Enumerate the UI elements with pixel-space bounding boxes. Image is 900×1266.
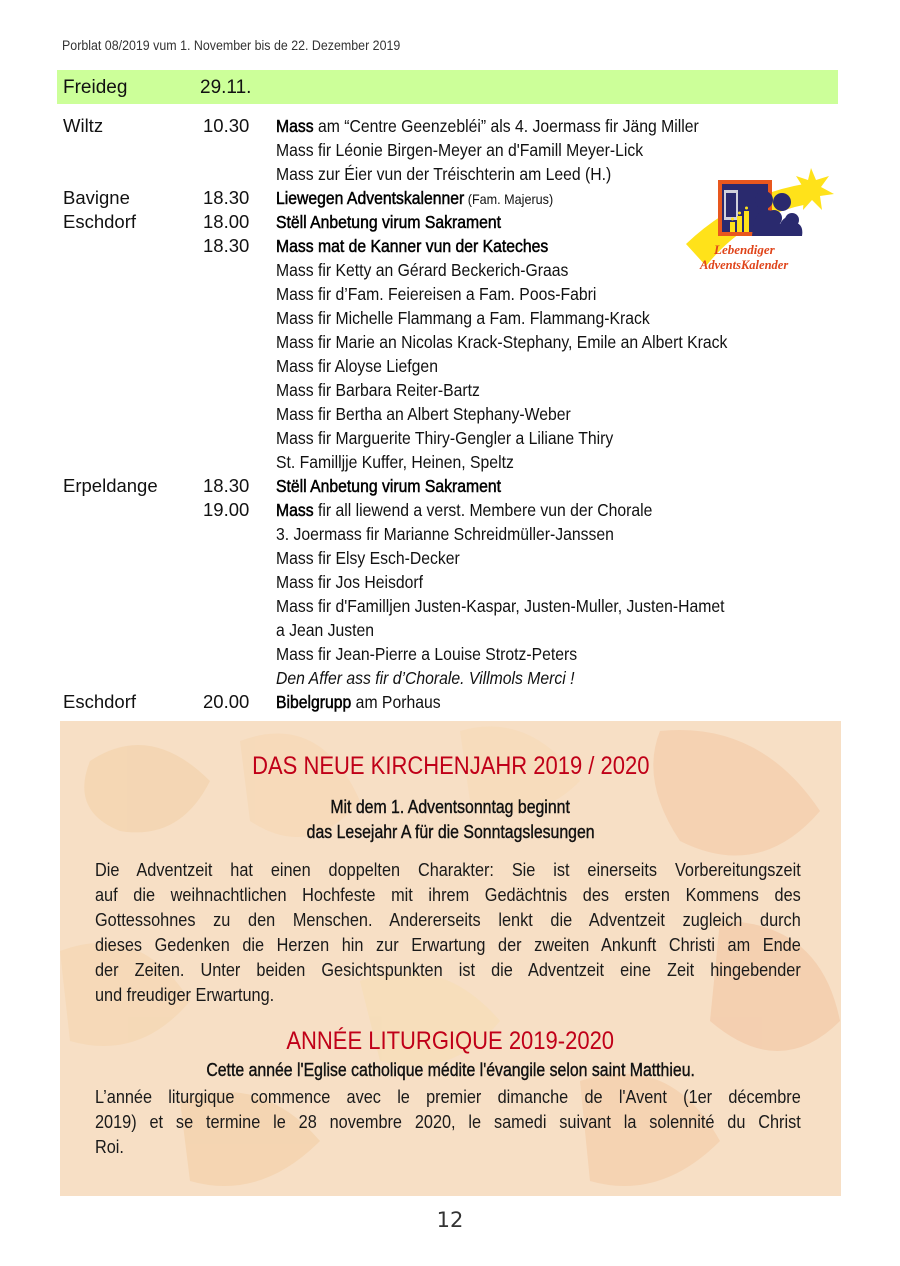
location: Eschdorf <box>63 691 137 712</box>
description <box>276 524 614 545</box>
description <box>276 380 480 401</box>
description <box>276 452 514 473</box>
description-text: Mass fir Michelle Flammang a Fam. Flammang-Krack <box>276 308 650 328</box>
schedule-row <box>0 522 900 546</box>
schedule-row <box>0 138 900 162</box>
paragraph-line: und freudiger Erwartung. <box>95 984 275 1005</box>
description-text: Mass fir Marguerite Thiry-Gengler a Liliane Thiry <box>276 428 614 448</box>
logo-text-2: AdventsKalender <box>700 258 789 272</box>
location: Bavigne <box>63 187 130 208</box>
paragraph-fr <box>95 1084 801 1159</box>
description <box>276 356 438 377</box>
location: Wiltz <box>63 115 104 136</box>
description-text: a Jean Justen <box>276 620 375 640</box>
schedule-row <box>0 498 900 522</box>
description <box>276 260 568 281</box>
description-bold: Mass mat de Kanner vun der Kateches <box>276 236 549 256</box>
description-text: Mass fir Marie an Nicolas Krack-Stephany, Emile an Albert Krack <box>276 332 728 352</box>
advents-kalender-logo <box>686 166 836 276</box>
description-bold: Stëll Anbetung virum Sakrament <box>276 212 501 232</box>
location: Erpeldange <box>63 475 158 496</box>
description <box>276 668 574 689</box>
description-text: Mass fir Léonie Birgen-Meyer an d'Famill Meyer-Lick <box>276 140 644 160</box>
description-bold: Liewegen Adventskalenner <box>276 188 465 208</box>
description <box>276 644 577 665</box>
description <box>276 476 501 497</box>
schedule-row <box>0 474 900 498</box>
description-text: Mass fir Aloyse Liefgen <box>276 356 438 376</box>
description-bold: Mass <box>276 116 314 136</box>
title-de: DAS NEUE KIRCHENJAHR 2019 / 2020 <box>251 752 650 780</box>
description-text: Mass zur Éier vun der Tréischterin am Leed (H.) <box>276 164 612 184</box>
description <box>276 620 374 641</box>
paragraph-line: auf die weihnachtlichen Hochfeste mit ihrem Gedächtnis des ersten Kommens des <box>95 884 801 905</box>
day-name: Freideg <box>63 77 128 98</box>
description <box>276 596 725 617</box>
schedule-row <box>0 354 900 378</box>
description-text: am “Centre Geenzebléi” als 4. Joermass fir Jäng Miller <box>313 116 699 136</box>
description <box>276 140 643 161</box>
description <box>276 692 441 713</box>
description-text: Mass fir Jean-Pierre a Louise Strotz-Peters <box>276 644 578 664</box>
day-band <box>57 70 838 104</box>
paragraph-line: der Zeiten. Unter beiden Gesichtspunkten ist die Adventzeit eine Zeit hingebender <box>95 959 801 980</box>
description-text: am Porhaus <box>351 692 441 712</box>
description <box>276 308 650 329</box>
description-text: 3. Joermass fir Marianne Schreidmüller-Janssen <box>276 524 614 544</box>
description-text: fir all liewend a verst. Membere vun der Chorale <box>313 500 653 520</box>
day-date: 29.11. <box>200 77 252 98</box>
schedule-row <box>0 378 900 402</box>
description-text: Mass fir Jos Heisdorf <box>276 572 424 592</box>
subtitle-de-1: Mit dem 1. Adventsonntag beginnt <box>330 797 571 817</box>
description <box>276 572 423 593</box>
page-number: 12 <box>436 1208 464 1232</box>
paragraph-line: Die Adventzeit hat einen doppelten Charakter: Sie ist einerseits Vorbereitungszeit <box>95 859 801 880</box>
description-text: Mass fir d'Familljen Justen-Kaspar, Justen-Muller, Justen-Hamet <box>276 596 725 616</box>
description <box>276 428 613 449</box>
schedule-row <box>0 450 900 474</box>
schedule-row <box>0 666 900 690</box>
location: Eschdorf <box>63 211 137 232</box>
schedule-row <box>0 426 900 450</box>
description <box>276 236 548 257</box>
subtitle-de-2: das Lesejahr A für die Sonntagslesungen <box>306 822 595 842</box>
description <box>276 164 611 185</box>
schedule-row <box>0 594 900 618</box>
time: 18.00 <box>203 211 250 232</box>
description <box>276 548 460 569</box>
schedule-row <box>0 570 900 594</box>
description-text: Mass fir Ketty an Gérard Beckerich-Graas <box>276 260 569 280</box>
paragraph-line: 2019) et se termine le 28 novembre 2020, le samedi suivant la solennité du Christ <box>95 1111 801 1132</box>
description-text: Mass fir d’Fam. Feiereisen a Fam. Poos-Fabri <box>276 284 597 304</box>
paragraph-line: Gottessohnes zu den Menschen. Andererseits lenkt die Adventzeit zugleich durch <box>95 909 801 930</box>
schedule-row <box>0 618 900 642</box>
schedule-row <box>0 642 900 666</box>
description <box>276 212 501 233</box>
description-text: Mass fir Elsy Esch-Decker <box>276 548 460 568</box>
description-text: Mass fir Bertha an Albert Stephany-Weber <box>276 404 571 424</box>
logo-text-1: Lebendiger <box>714 242 775 257</box>
description <box>276 284 596 305</box>
paragraph-line: Roi. <box>95 1136 124 1157</box>
time: 10.30 <box>203 115 250 136</box>
description <box>276 332 727 353</box>
description-note: (Fam. Majerus) <box>464 191 554 207</box>
schedule-row <box>0 330 900 354</box>
time: 18.30 <box>203 235 250 256</box>
description-bold: Mass <box>276 500 314 520</box>
description-bold: Bibelgrupp <box>276 692 352 712</box>
time: 20.00 <box>203 691 250 712</box>
description <box>276 188 553 209</box>
schedule-row <box>0 402 900 426</box>
paragraph-de <box>95 857 801 1007</box>
schedule-row <box>0 546 900 570</box>
church-year-infobox <box>60 721 841 1196</box>
description <box>276 116 699 137</box>
description-text: Mass fir Barbara Reiter-Bartz <box>276 380 480 400</box>
time: 18.30 <box>203 187 250 208</box>
schedule-row <box>0 306 900 330</box>
schedule-row <box>0 690 900 714</box>
description-bold: Stëll Anbetung virum Sakrament <box>276 476 501 496</box>
subtitle-fr: Cette année l'Eglise catholique médite l'évangile selon saint Matthieu. <box>206 1060 695 1080</box>
description <box>276 500 652 521</box>
schedule-row <box>0 114 900 138</box>
description <box>276 404 571 425</box>
time: 19.00 <box>203 499 250 520</box>
paragraph-line: dieses Gedenken die Herzen hin zur Erwartung der zweiten Ankunft Christi am Ende <box>95 934 801 955</box>
description-text: St. Familljje Kuffer, Heinen, Speltz <box>276 452 514 472</box>
page-header: Porblat 08/2019 vum 1. November bis de 22. Dezember 2019 <box>62 38 401 53</box>
time: 18.30 <box>203 475 250 496</box>
paragraph-line: L’année liturgique commence avec le premier dimanche de l'Avent (1er décembre <box>95 1086 801 1107</box>
description-italic: Den Affer ass fir d’Chorale. Villmols Merci ! <box>276 668 575 688</box>
title-fr: ANNÉE LITURGIQUE 2019-2020 <box>286 1027 615 1055</box>
schedule-row <box>0 282 900 306</box>
